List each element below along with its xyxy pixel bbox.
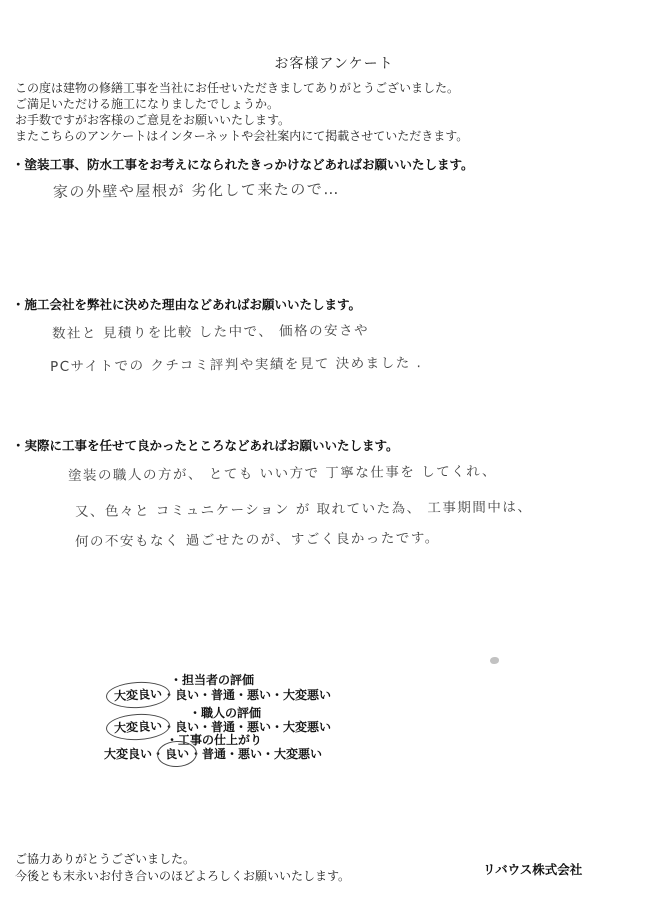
company-name: リバウス株式会社 — [483, 863, 583, 877]
rating-manager-label: ・担当者の評価 — [170, 673, 255, 687]
intro-line: この度は建物の修繕工事を当社にお任せいただきましてありがとうございました。 — [15, 81, 460, 95]
question-3-answer-handwriting: 又、色々と コミュニケーション が 取れていた為、 工事期間中は、 — [74, 499, 533, 520]
scan-smudge-mark — [490, 657, 499, 664]
question-3-answer-handwriting: 塗装の職人の方が、 とても いい方で 丁寧な仕事を してくれ、 — [67, 463, 498, 484]
question-3-answer-handwriting: 何の不安もなく 過ごせたのが、すごく良かったです。 — [74, 530, 440, 550]
closing-line: ご協力ありがとうございました。 — [15, 852, 196, 866]
rating-manager-options — [113, 685, 331, 704]
page-title: お客様アンケート — [274, 56, 394, 72]
intro-line: お手数ですがお客様のご意見をお願いいたします。 — [15, 113, 291, 127]
question-1-label: ・塗装工事、防水工事をお考えになられたきっかけなどあればお願いいたします。 — [12, 157, 474, 172]
rating-finish-selected-circle: 良い — [156, 740, 197, 768]
intro-line: またこちらのアンケートはインターネットや会社案内にて掲載させていただきます。 — [15, 129, 469, 143]
intro-paragraph — [15, 80, 468, 144]
question-1-answer-handwriting: 家の外壁や屋根が 劣化して来たので… — [52, 179, 340, 201]
closing-paragraph — [15, 851, 350, 884]
rating-craftsman-other-options: ・良い・普通・悪い・大変悪い — [163, 720, 332, 734]
question-2-answer-handwriting: PCサイトでの クチコミ評判や実績を見て 決めました . — [49, 355, 423, 375]
rating-manager-selected-circle: 大変良い — [105, 680, 170, 709]
question-2-label: ・施工会社を弊社に決めた理由などあればお願いいたします。 — [12, 297, 362, 312]
rating-craftsman-label: ・職人の評価 — [189, 706, 262, 720]
rating-craftsman-selected-circle: 大変良い — [105, 712, 170, 741]
rating-finish-options — [104, 744, 322, 763]
rating-manager-other-options: ・良い・普通・悪い・大変悪い — [163, 688, 332, 702]
intro-line: ご満足いただける施工になりましたでしょうか。 — [15, 97, 280, 111]
rating-finish-other-options: ・普通・悪い・大変悪い — [190, 747, 323, 761]
question-2-answer-handwriting: 数社と 見積りを比較 した中で、 価格の安さや — [51, 322, 370, 342]
rating-finish-prefix-options: 大変良い・ — [104, 747, 165, 761]
rating-finish-label: ・工事の仕上がり — [166, 733, 263, 747]
question-3-label: ・実際に工事を任せて良かったところなどあればお願いいたします。 — [12, 438, 399, 453]
closing-line: 今後とも末永いお付き合いのほどよろしくお願いいたします。 — [15, 868, 351, 883]
